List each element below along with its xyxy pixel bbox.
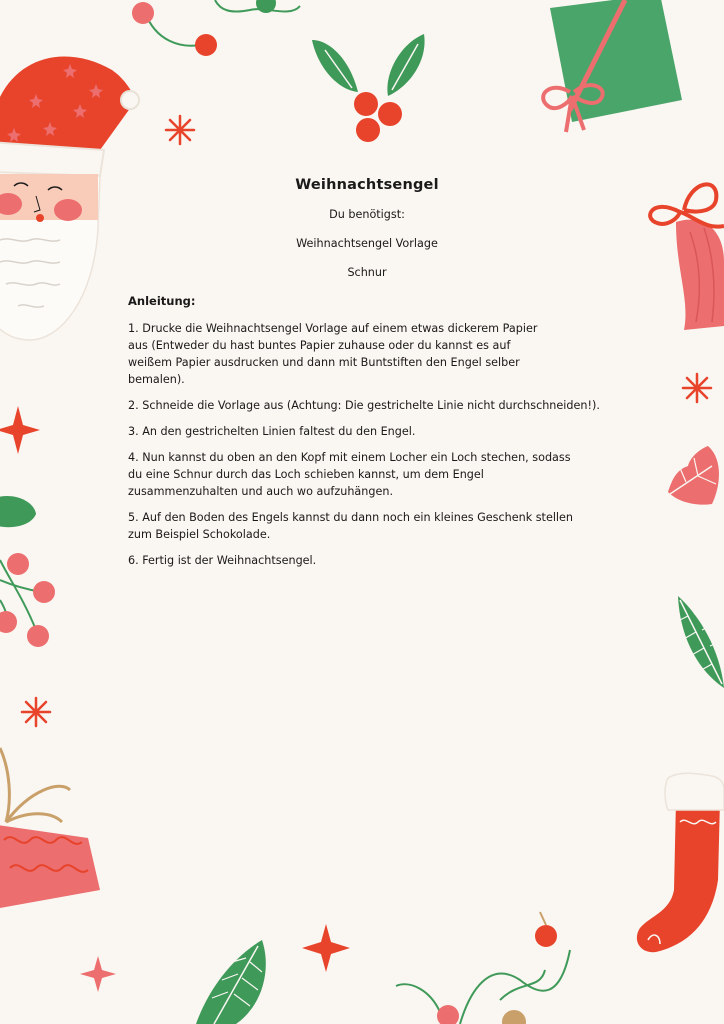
star-icon bbox=[0, 406, 40, 454]
fern-leaf-icon bbox=[676, 596, 724, 688]
fern-leaf-icon bbox=[196, 940, 266, 1024]
star-icon bbox=[22, 698, 50, 726]
ornament-string-icon bbox=[396, 912, 570, 1024]
holly-berries-icon bbox=[312, 34, 425, 142]
instruction-step: 1. Drucke die Weihnachtsengel Vorlage auf einem etwas dickerem Papier aus (Entweder du hast buntes Papier zuhause oder du kannst es auf weißem Papier ausdrucken und dann mit Buntstiften den Engel selber bemalen). bbox=[128, 322, 538, 386]
stocking-icon bbox=[637, 773, 724, 952]
instruction-step: 3. An den gestrichelten Linien faltest du den Engel. bbox=[128, 425, 416, 438]
star-icon bbox=[80, 956, 116, 992]
pink-bell-icon bbox=[650, 184, 724, 330]
ornament-string-icon bbox=[132, 0, 300, 56]
material-item: Weihnachtsengel Vorlage bbox=[296, 237, 438, 250]
pink-leaf-icon bbox=[668, 446, 719, 505]
instruction-step: 4. Nun kannst du oben an den Kopf mit einem Locher ein Loch stechen, sodass du eine Schnur durch das Loch schieben kannst, um dem Engel zusammenzuhalten und auch wo aufzuhängen. bbox=[128, 451, 571, 498]
berry-branch-icon bbox=[0, 496, 55, 647]
instruction-step: 6. Fertig ist der Weihnachtsengel. bbox=[128, 554, 317, 567]
green-gift-icon bbox=[543, 0, 682, 132]
instructions-heading: Anleitung: bbox=[128, 294, 196, 308]
star-icon bbox=[166, 116, 194, 144]
document-title: Weihnachtsengel bbox=[295, 177, 439, 193]
instructions-document bbox=[128, 172, 606, 578]
star-icon bbox=[683, 374, 711, 402]
santa-claus-icon bbox=[0, 57, 139, 341]
instruction-step: 5. Auf den Boden des Engels kannst du dann noch ein kleines Geschenk stellen zum Beispiel Schokolade. bbox=[128, 511, 574, 541]
material-item: Schnur bbox=[347, 266, 387, 279]
pink-gift-icon bbox=[0, 748, 100, 908]
materials-heading: Du benötigst: bbox=[329, 208, 405, 221]
star-icon bbox=[302, 924, 350, 972]
instruction-step: 2. Schneide die Vorlage aus (Achtung: Die gestrichelte Linie nicht durchschneiden!). bbox=[128, 399, 600, 412]
